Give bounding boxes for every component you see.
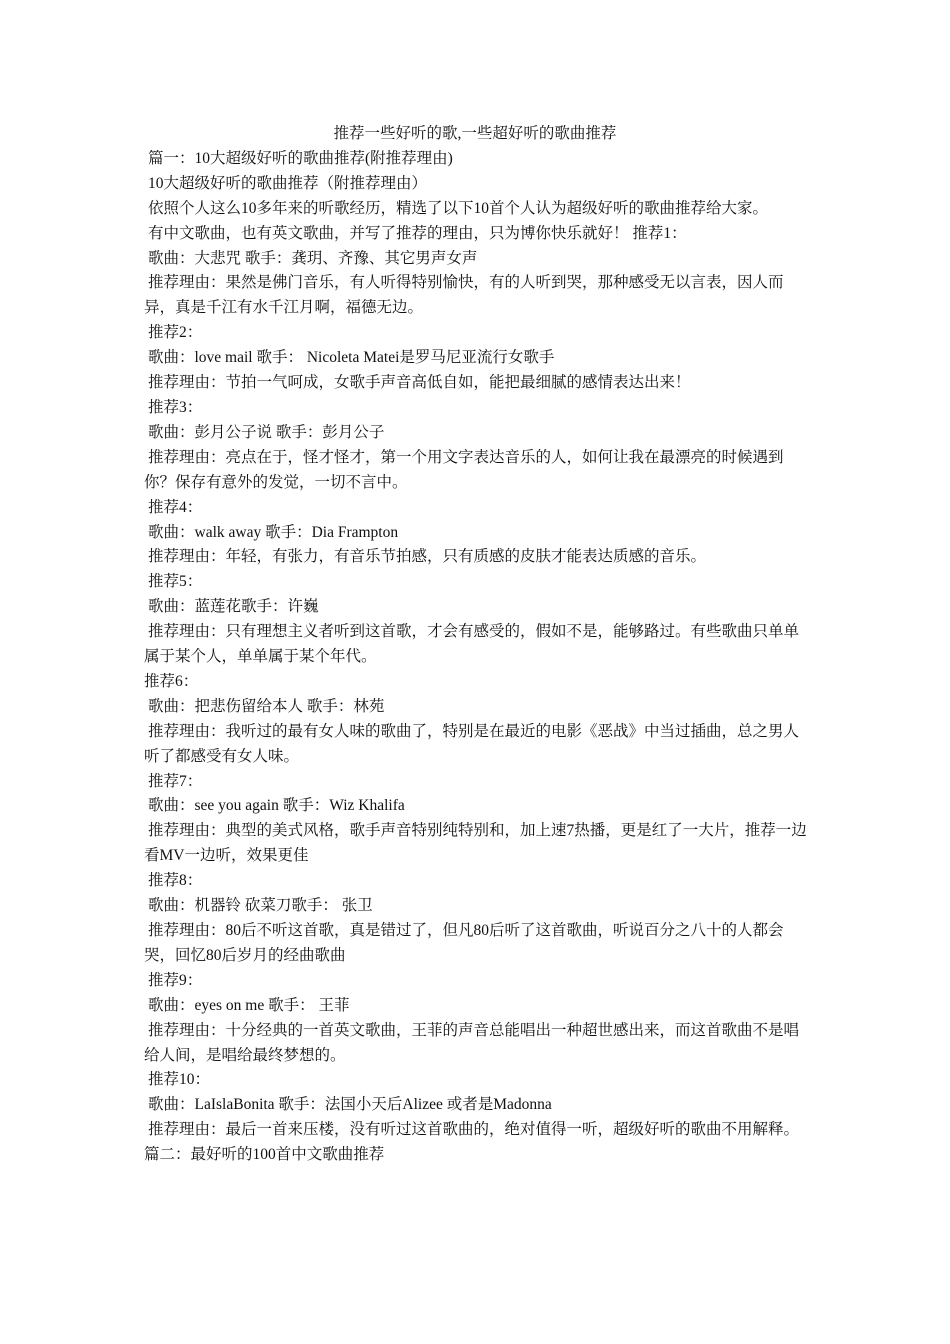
section-heading-1: 篇一：10大超级好听的歌曲推荐(附推荐理由)	[148, 149, 453, 167]
reason-line-9: 推荐理由：十分经典的一首英文歌曲，王菲的声音总能唱出一种超世感出来，而这首歌曲不是唱给人间，是唱给最终梦想的。	[144, 1021, 800, 1064]
intro-paragraph: 依照个人这么10多年来的听歌经历，精选了以下10首个人认为超级好听的歌曲推荐给大家。	[148, 199, 769, 217]
reason-line-4: 推荐理由：年轻，有张力，有音乐节拍感，只有质感的皮肤才能表达质感的音乐。	[148, 548, 707, 566]
song-line-4: 歌曲：walk away 歌手：Dia Frampton	[148, 523, 399, 541]
recommend-number-5: 推荐5：	[148, 573, 203, 591]
reason-line-1: 推荐理由：果然是佛门音乐，有人听得特别愉快，有的人听到哭，那种感受无以言表，因人而异，真是千江有水千江月啊，福德无边。	[144, 274, 784, 317]
song-line-5: 歌曲：蓝莲花歌手：许巍	[148, 598, 319, 616]
song-line-6: 歌曲：把悲伤留给本人 歌手：林苑	[148, 697, 385, 715]
reason-line-8: 推荐理由：80后不听这首歌，真是错过了，但凡80后听了这首歌曲，听说百分之八十的人都会哭，回忆80后岁月的经曲歌曲	[144, 922, 784, 964]
song-line-3: 歌曲：彭月公子说 歌手：彭月公子	[148, 423, 385, 441]
recommend-number-2: 推荐2：	[148, 324, 203, 342]
reason-line-10: 推荐理由：最后一首来压楼，没有听过这首歌曲的，绝对值得一听，超级好听的歌曲不用解释。	[148, 1121, 800, 1139]
document-body	[144, 122, 808, 1168]
recommend-number-7: 推荐7：	[148, 772, 203, 790]
recommend-number-10: 推荐10：	[148, 1071, 211, 1089]
song-line-8: 歌曲：机器铃 砍菜刀歌手： 张卫	[148, 897, 373, 915]
recommend-number-6: 推荐6：	[144, 672, 199, 690]
section-heading-2: 篇二：最好听的100首中文歌曲推荐	[144, 1146, 385, 1164]
recommend-number-3: 推荐3：	[148, 398, 203, 416]
reason-line-7: 推荐理由：典型的美式风格，歌手声音特别纯特别和，加上速7热播，更是红了一大片，推荐一边看MV一边听，效果更佳	[144, 822, 807, 865]
recommend-number-4: 推荐4：	[148, 498, 203, 516]
song-line-9: 歌曲：eyes on me 歌手： 王菲	[148, 996, 350, 1014]
song-line-10: 歌曲：LaIslaBonita 歌手：法国小天后Alizee 或者是Madonna	[148, 1096, 552, 1114]
intro-paragraph-2: 有中文歌曲，也有英文歌曲，并写了推荐的理由，只为博你快乐就好！ 推荐1：	[148, 224, 687, 242]
song-line-1: 歌曲：大悲咒 歌手：龚玥、齐豫、其它男声女声	[148, 249, 478, 267]
recommend-number-8: 推荐8：	[148, 872, 203, 890]
article-heading: 10大超级好听的歌曲推荐（附推荐理由）	[148, 174, 428, 192]
song-line-7: 歌曲：see you again 歌手：Wiz Khalifa	[148, 797, 405, 815]
reason-line-5: 推荐理由：只有理想主义者听到这首歌，才会有感受的，假如不是，能够路过。有些歌曲只单单属于某个人，单单属于某个年代。	[144, 623, 800, 666]
reason-line-2: 推荐理由：节拍一气呵成，女歌手声音高低自如，能把最细腻的感情表达出来！	[148, 374, 691, 392]
document-title: 推荐一些好听的歌,一些超好听的歌曲推荐	[333, 125, 617, 142]
reason-line-3: 推荐理由：亮点在于，怪才怪才，第一个用文字表达音乐的人，如何让我在最漂亮的时候遇到你？保存有意外的发觉，一切不言中。	[144, 448, 784, 491]
song-line-2: 歌曲：love mail 歌手： Nicoleta Matei是罗马尼亚流行女歌手	[148, 349, 555, 367]
reason-line-6: 推荐理由：我听过的最有女人味的歌曲了，特别是在最近的电影《恶战》中当过插曲，总之男人听了都感受有女人味。	[144, 722, 800, 765]
recommend-number-9: 推荐9：	[148, 971, 203, 989]
